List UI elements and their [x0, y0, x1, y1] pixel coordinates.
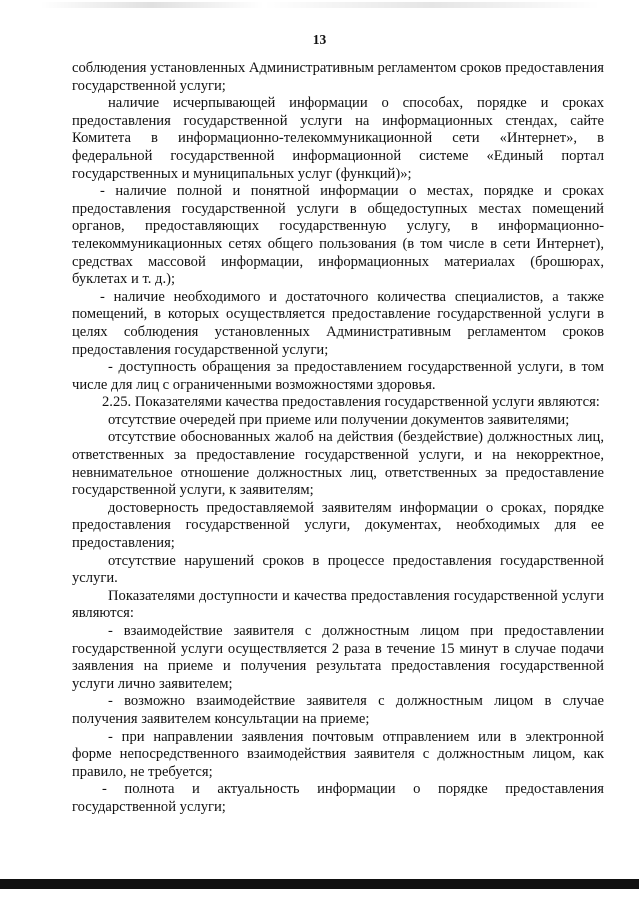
paragraph: - при направлении заявления почтовым отправлением или в электронной форме непосредственного взаимодействия заявителя с должностным лицом, как правило, не требуется; — [72, 728, 604, 780]
scan-bottom-bar — [0, 879, 639, 889]
paragraph: отсутствие нарушений сроков в процессе предоставления государственной услуги. — [72, 552, 604, 587]
paragraph: отсутствие очередей при приеме или получении документов заявителями; — [108, 411, 570, 428]
scan-artifact — [40, 2, 600, 8]
paragraph: - наличие полной и понятной информации о местах, порядке и сроках предоставления государственной услуги в общедоступных местах помещений органов, предоставляющих государственную услугу, в информационно-телекоммуникационных сетях общего пользования (в том числе в сети Интернет), средствах массовой информации, информационных материалах (брошюрах, буклетах и т. д.); — [72, 183, 604, 288]
paragraph: Показателями доступности и качества предоставления государственной услуги являются: — [72, 587, 604, 622]
paragraph: - возможно взаимодействие заявителя с должностным лицом в случае получения заявителем консультации на приеме; — [72, 693, 604, 727]
paragraph: - полнота и актуальность информации о порядке предоставления государственной услуги; — [72, 781, 604, 815]
paragraph: - взаимодействие заявителя с должностным лицом при предоставлении государственной услуги осуществляется 2 раза в течение 15 минут в случае подачи заявления на приеме и получения результата предоставления государственной услуги лично заявителем; — [72, 623, 604, 692]
paragraph: достоверность предоставляемой заявителям информации о сроках, порядке предоставления государственной услуги, документах, необходимых для ее предоставления; — [72, 499, 604, 552]
paragraph: отсутствие обоснованных жалоб на действия (бездействие) должностных лиц, ответственных за предоставление государственной услуги, и на некорректное, невнимательное отношение должностных лиц, ответственных за предоставление государственной услуги, к заявителям; — [72, 429, 604, 499]
paragraph: соблюдения установленных Административным регламентом сроков предоставления государственной услуги; — [72, 60, 604, 94]
document-body — [72, 60, 604, 817]
paragraph: наличие исчерпывающей информации о способах, порядке и сроках предоставления государственной услуги на информационных стендах, сайте Комитета в информационно-телекоммуникационной сети «Интернет», в федеральной государственной информационной системе «Единый портал государственных и муниципальных услуг (функций)»; — [72, 95, 604, 182]
page-number: 13 — [312, 32, 327, 47]
paragraph: - доступность обращения за предоставлением государственной услуги, в том числе для лиц с ограниченными возможностями здоровья. — [72, 359, 604, 393]
paragraph: - наличие необходимого и достаточного количества специалистов, а также помещений, в которых осуществляется предоставление государственной услуги в целях соблюдения установленных Административным регламентом сроков предоставления государственной услуги; — [72, 288, 604, 358]
section-heading: 2.25. Показателями качества предоставления государственной услуги являются: — [102, 394, 600, 411]
